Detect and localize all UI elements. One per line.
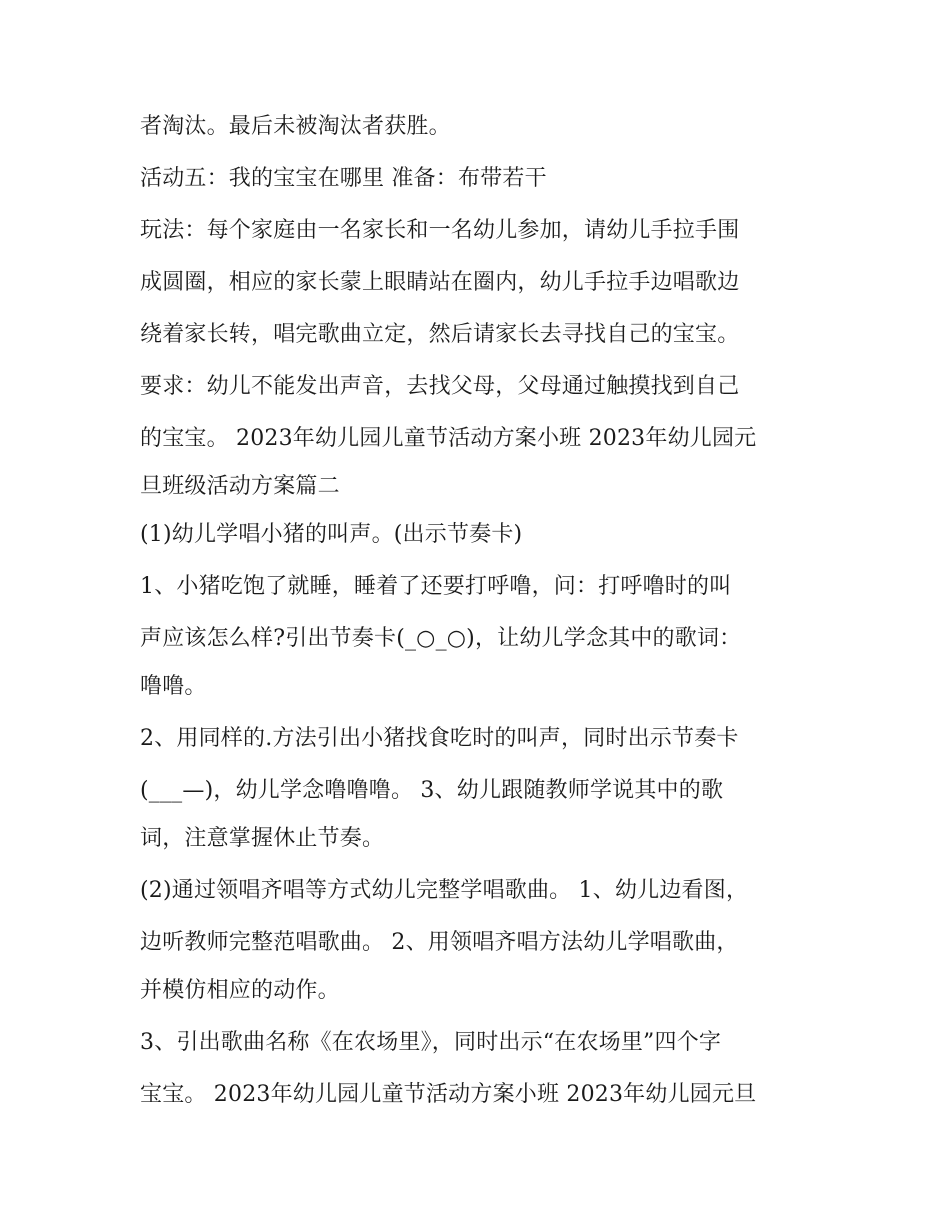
text-line: 并模仿相应的动作。 [140,978,340,1003]
text-line: 旦班级活动方案篇二 [140,474,340,499]
text-line: 的宝宝。 2023年幼儿园儿童节活动方案小班 2023年幼儿园元 [140,426,757,451]
text-line: 边听教师完整范唱歌曲。 2、用领唱齐唱方法幼儿学唱歌曲， [140,930,739,955]
text-line: 2、用同样的.方法引出小猪找食吃时的叫声，同时出示节奏卡 [140,726,739,751]
text-line: 活动五：我的宝宝在哪里 准备：布带若干 [140,166,547,191]
text-line: 词，注意掌握休止节奏。 [140,826,385,851]
text-line: 噜噜。 [140,674,207,699]
text-line: (1)幼儿学唱小猪的叫声。(出示节奏卡) [140,522,523,547]
text-line: (___—)，幼儿学念噜噜噜。 3、幼儿跟随教师学说其中的歌 [140,778,724,803]
text-line: 1、小猪吃饱了就睡，睡着了还要打呼噜，问：打呼噜时的叫 [140,574,732,599]
text-line: 3、引出歌曲名称《在农场里》，同时出示“在农场里”四个字 [140,1030,722,1055]
text-line: 宝宝。 2023年幼儿园儿童节活动方案小班 2023年幼儿园元旦 [140,1082,757,1107]
text-line: (2)通过领唱齐唱等方式幼儿完整学唱歌曲。 1、幼儿边看图， [140,878,749,903]
text-line: 成圆圈，相应的家长蒙上眼睛站在圈内，幼儿手拉手边唱歌边 [140,270,740,295]
text-line: 者淘汰。最后未被淘汰者获胜。 [140,114,451,139]
text-line: 声应该怎么样?引出节奏卡(_○_○)，让幼儿学念其中的歌词： [140,626,742,651]
text-line: 玩法：每个家庭由一名家长和一名幼儿参加，请幼儿手拉手围 [140,218,740,243]
text-line: 要求：幼儿不能发出声音，去找父母，父母通过触摸找到自己 [140,374,740,399]
text-line: 绕着家长转，唱完歌曲立定，然后请家长去寻找自己的宝宝。 [140,322,740,347]
